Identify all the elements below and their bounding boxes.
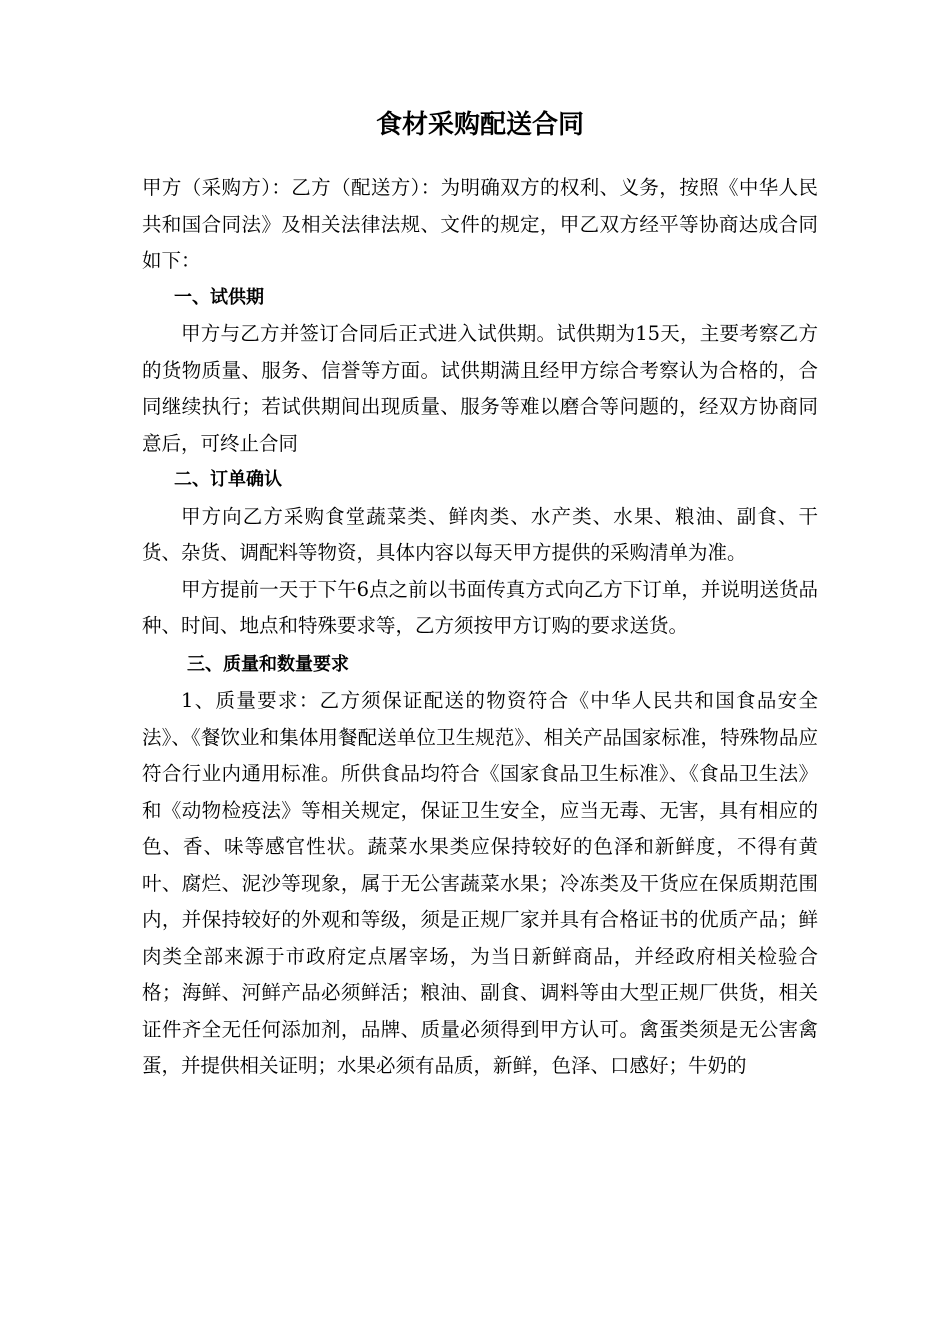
section-heading: 二、订单确认 xyxy=(174,469,282,490)
section-paragraph: 1、质量要求：乙方须保证配送的物资符合《中华人民共和国食品安全法》、《餐饮业和集体用餐配送单位卫生规范》、相关产品国家标准，特殊物品应符合行业内通用标准。所供食品均符合《国家食品卫生标准》、《食品卫生法》和《动物检疫法》等相关规定，保证卫生安全，应当无毒、无害，具有相应的色、香、味等感官性状。蔬菜水果类应保持较好的色泽和新鲜度，不得有黄叶、腐烂、泥沙等现象，属于无公害蔬菜水果；冷冻类及干货应在保质期范围内，并保持较好的外观和等级，须是正规厂家并具有合格证书的优质产品；鲜肉类全部来源于市政府定点屠宰场，为当日新鲜商品，并经政府相关检验合格；海鲜、河鲜产品必须鲜活；粮油、副食、调料等由大型正规厂供货，相关证件齐全无任何添加剂，品牌、质量必须得到甲方认可。禽蛋类须是无公害禽蛋，并提供相关证明；水果必须有品质，新鲜，色泽、口感好；牛奶的 xyxy=(142,689,818,1077)
section-heading: 一、试供期 xyxy=(174,286,264,308)
section-paragraph: 甲方与乙方并签订合同后正式进入试供期。试供期为15天，主要考察乙方的货物质量、服务、信誉等方面。试供期满且经甲方综合考察认为合格的，合同继续执行；若试供期间出现质量、服务等难以磨合等问题的，经双方协商同意后，可终止合同 xyxy=(142,322,818,455)
section-quality-quantity xyxy=(142,647,818,1085)
section-trial-period xyxy=(142,280,818,463)
document-title: 食材采购配送合同 xyxy=(375,110,584,140)
section-paragraph: 甲方提前一天于下午6点之前以书面传真方式向乙方下订单，并说明送货品种、时间、地点和特殊要求等，乙方须按甲方订购的要求送货。 xyxy=(142,577,818,637)
section-heading: 三、质量和数量要求 xyxy=(187,653,349,675)
intro-paragraph: 甲方（采购方）：乙方（配送方）：为明确双方的权利、义务，按照《中华人民共和国合同法》及相关法律法规、文件的规定，甲乙双方经平等协商达成合同如下： xyxy=(142,176,818,272)
section-paragraph: 甲方向乙方采购食堂蔬菜类、鲜肉类、水产类、水果、粮油、副食、干货、杂货、调配料等物资，具体内容以每天甲方提供的采购清单为准。 xyxy=(142,504,818,564)
section-order-confirmation xyxy=(142,462,818,645)
contract-page xyxy=(142,100,818,1085)
